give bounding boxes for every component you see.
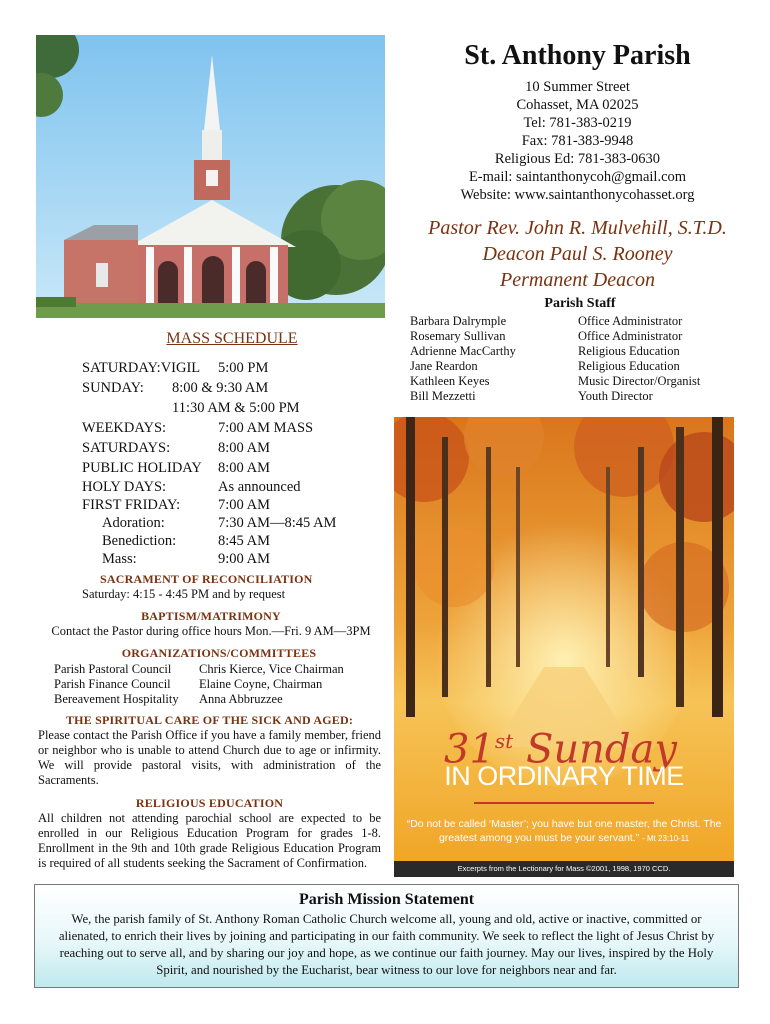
- mass-schedule: [82, 330, 382, 568]
- mass-row: [82, 438, 382, 458]
- mass-row: [82, 418, 382, 438]
- poster-sunday: Sunday: [525, 726, 677, 773]
- committees-title: ORGANIZATIONS/COMMITTEES: [121, 646, 317, 660]
- mass-label: SATURDAY:VIGIL: [82, 360, 201, 376]
- mass-row: [82, 514, 382, 532]
- email: E-mail: saintanthonycoh@gmail.com: [468, 169, 687, 185]
- mass-row: [82, 496, 382, 514]
- staff-role: Office Administrator: [578, 314, 683, 328]
- parish-header: [410, 40, 745, 204]
- committee-row: [54, 677, 384, 692]
- mass-row: [82, 532, 382, 550]
- deacon-name: Deacon Paul S. Rooney: [482, 243, 673, 265]
- mass-label: SUNDAY:: [82, 380, 144, 396]
- staff-row: [410, 359, 750, 374]
- staff-name: Bill Mezzetti: [410, 389, 476, 403]
- staff-row: [410, 314, 750, 329]
- committee-person: Chris Kierce, Vice Chairman: [199, 662, 344, 676]
- staff-title: Parish Staff: [544, 296, 616, 311]
- mass-label: Mass:: [102, 551, 137, 567]
- church-photo: [36, 35, 385, 318]
- mass-row: [82, 378, 382, 398]
- poster-quote: “Do not be called ‘Master’; you have but one master, the Christ. The greatest among you must be your servant.”: [406, 818, 722, 844]
- mass-label: HOLY DAYS:: [82, 479, 167, 495]
- staff-role: Music Director/Organist: [578, 374, 701, 388]
- baptism-section: [36, 609, 386, 639]
- staff-name: Jane Reardon: [410, 359, 478, 373]
- mass-time: 11:30 AM & 5:00 PM: [172, 400, 300, 416]
- deacon-role: Permanent Deacon: [500, 269, 655, 291]
- address: 10 Summer Street: [525, 79, 630, 95]
- mass-row: [82, 358, 382, 378]
- mass-time: 7:00 AM MASS: [218, 420, 314, 436]
- mass-label: WEEKDAYS:: [82, 420, 167, 436]
- poster-credit: Excerpts from the Lectionary for Mass ©2001, 1998, 1970 CCD.: [457, 864, 671, 873]
- religious-education-title: RELIGIOUS EDUCATION: [135, 796, 284, 810]
- clergy-block: [410, 215, 745, 293]
- mass-time: 9:00 AM: [218, 551, 270, 567]
- mission-title: Parish Mission Statement: [298, 891, 475, 908]
- mass-row: [82, 398, 382, 418]
- mass-row: [82, 478, 382, 496]
- committee-person: Elaine Coyne, Chairman: [199, 677, 323, 691]
- mass-row: [82, 458, 382, 478]
- baptism-text: Contact the Pastor during office hours Mon.—Fri. 9 AM—3PM: [51, 624, 371, 638]
- mass-time: 8:00 & 9:30 AM: [172, 380, 269, 396]
- liturgical-poster: [394, 417, 734, 877]
- staff-name: Rosemary Sullivan: [410, 329, 506, 343]
- reconciliation-section: [82, 572, 382, 602]
- religious-education-text: All children not attending parochial school are expected to be enrolled in our Religious Education Program for grades 1-8. Enrollment in the 9th and 10th grade Religious Education Program is required of all students seeking the Sacrament of Confirmation.: [38, 811, 381, 870]
- committees-section: [54, 646, 384, 707]
- website: Website: www.saintanthonycohasset.org: [460, 187, 695, 203]
- committee-row: [54, 692, 384, 707]
- baptism-title: BAPTISM/MATRIMONY: [141, 609, 281, 623]
- mass-label: SATURDAYS:: [82, 440, 171, 456]
- parish-staff: [410, 296, 750, 404]
- mission-text: We, the parish family of St. Anthony Roman Catholic Church welcome all, young and old, active or inactive, committed or alienated, to enrich their lives by joining and participating in our faith community. We seek to reflect the light of Jesus Christ by reaching out to serve all, and by sharing our joy and hope, as we continue our faith journey. May our lives, inspired by the Holy Spirit, and nourished by the Eucharist, bear witness to our love for neighbors near and far.: [58, 912, 715, 977]
- parish-name: St. Anthony Parish: [464, 40, 691, 71]
- mass-time: As announced: [218, 479, 301, 495]
- mass-time: 5:00 PM: [218, 360, 269, 376]
- staff-name: Adrienne MacCarthy: [410, 344, 516, 358]
- poster-ordinal: 31: [444, 726, 495, 773]
- phone: Tel: 781-383-0219: [523, 115, 632, 131]
- staff-role: Office Administrator: [578, 329, 683, 343]
- staff-row: [410, 329, 750, 344]
- reconciliation-title: SACRAMENT OF RECONCILIATION: [100, 572, 313, 586]
- poster-quote-block: [402, 817, 726, 846]
- committee-person: Anna Abbruzzee: [199, 692, 283, 706]
- committee-row: [54, 662, 384, 677]
- poster-text-area: [394, 717, 734, 877]
- poster-ordinal-suffix: st: [494, 729, 514, 753]
- religious-education-section: [38, 796, 381, 871]
- staff-row: [410, 344, 750, 359]
- mass-label: [82, 398, 172, 418]
- reconciliation-text: Saturday: 4:15 - 4:45 PM and by request: [82, 587, 286, 601]
- sick-care-text: Please contact the Parish Office if you have a family member, friend or neighbor who is unable to attend Church due to age or infirmity. We will provide pastoral visits, with administration of the Sacraments.: [38, 728, 381, 787]
- poster-credit-bar: [394, 861, 734, 877]
- mass-label: Adoration:: [102, 515, 165, 531]
- staff-name: Barbara Dalrymple: [410, 314, 507, 328]
- committee-name: Parish Finance Council: [54, 677, 171, 691]
- staff-name: Kathleen Keyes: [410, 374, 490, 388]
- mass-time: 7:30 AM—8:45 AM: [218, 515, 337, 531]
- mass-time: 7:00 AM: [218, 497, 270, 513]
- mass-time: 8:45 AM: [218, 533, 270, 549]
- poster-divider: [474, 802, 654, 804]
- staff-role: Religious Education: [578, 359, 680, 373]
- staff-role: Youth Director: [578, 389, 653, 403]
- staff-row: [410, 374, 750, 389]
- staff-role: Religious Education: [578, 344, 680, 358]
- pastor-name: Pastor Rev. John R. Mulvehill, S.T.D.: [428, 217, 727, 239]
- mass-row: [82, 550, 382, 568]
- mission-statement: [34, 884, 739, 988]
- sick-care-title: THE SPIRITUAL CARE OF THE SICK AND AGED:: [65, 713, 354, 727]
- mass-time: 8:00 AM: [218, 440, 270, 456]
- committee-name: Parish Pastoral Council: [54, 662, 172, 676]
- poster-subtitle: IN ORDINARY TIME: [444, 761, 684, 791]
- committee-name: Bereavement Hospitality: [54, 692, 179, 706]
- religious-ed-phone: Religious Ed: 781-383-0630: [494, 151, 661, 167]
- mass-label: PUBLIC HOLIDAY: [82, 460, 202, 476]
- poster-citation: - Mt 23:10-11: [642, 834, 690, 843]
- staff-row: [410, 389, 750, 404]
- city: Cohasset, MA 02025: [516, 97, 639, 113]
- mass-schedule-title: MASS SCHEDULE: [166, 330, 298, 347]
- fax: Fax: 781-383-9948: [521, 133, 634, 149]
- mass-time: 8:00 AM: [218, 460, 270, 476]
- mass-label: FIRST FRIDAY:: [82, 497, 181, 513]
- mass-label: Benediction:: [102, 533, 177, 549]
- sick-care-section: [38, 713, 381, 788]
